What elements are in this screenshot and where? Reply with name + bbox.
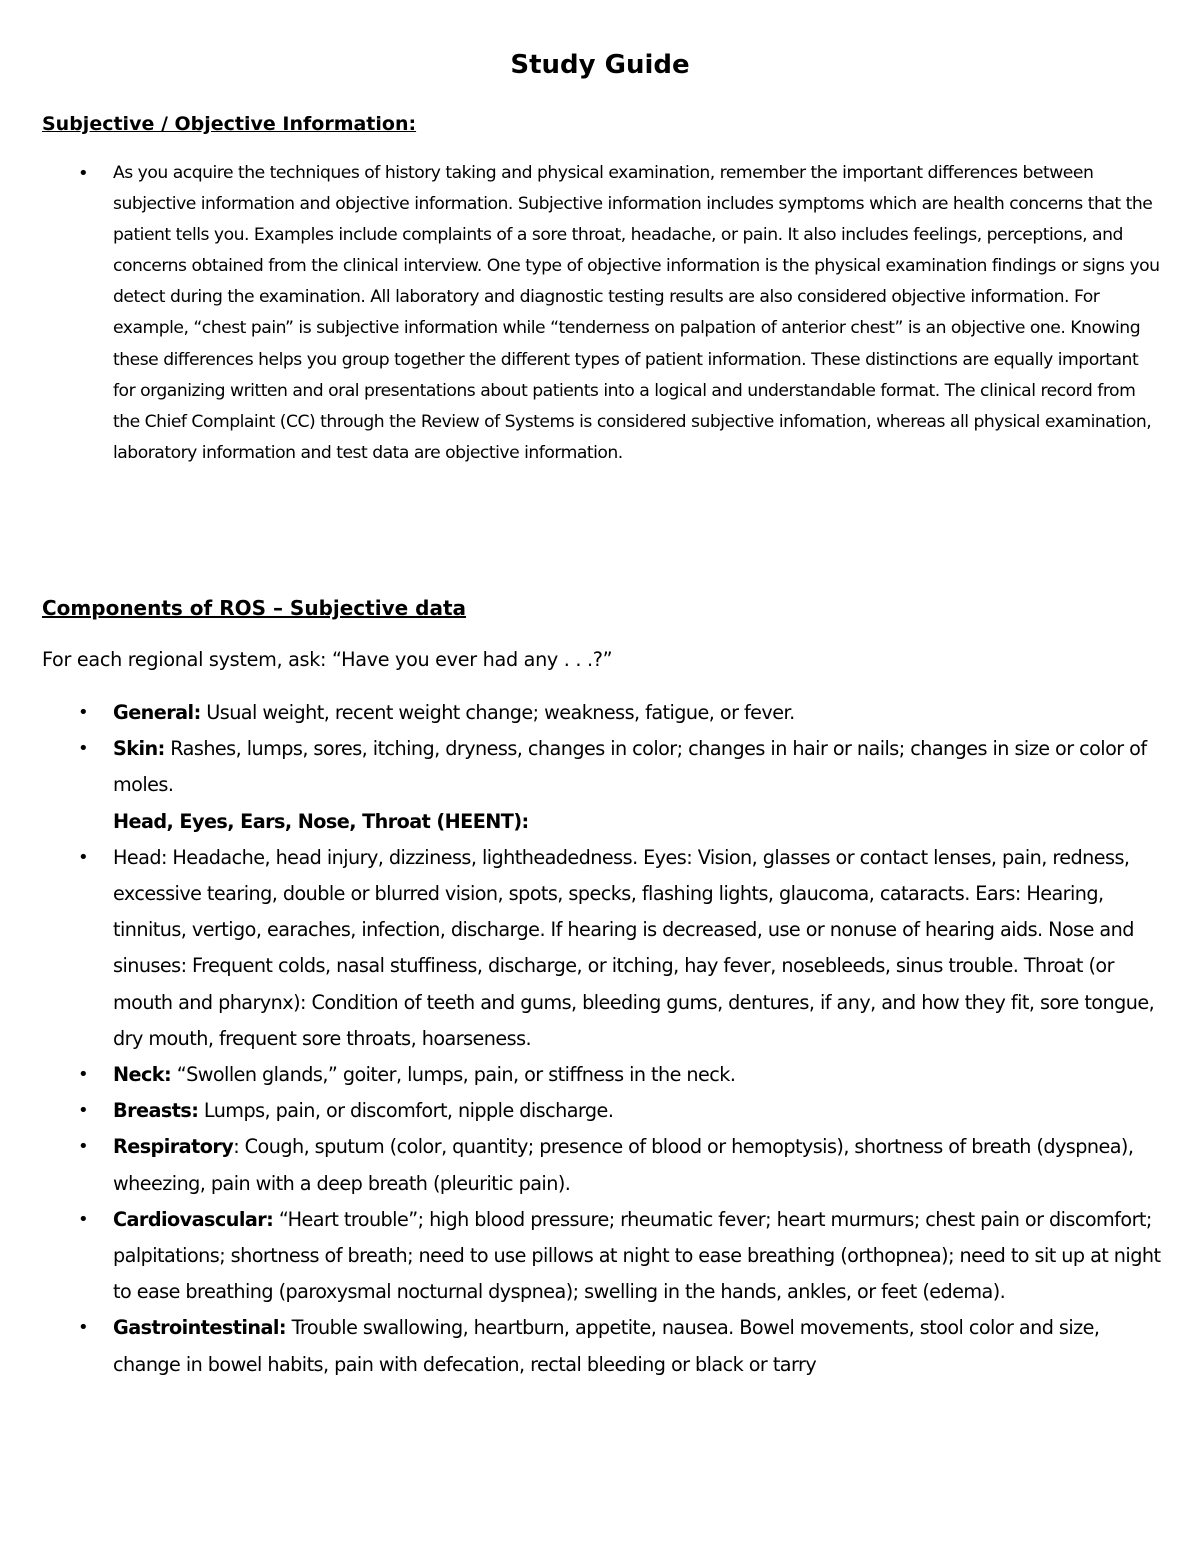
bullet-icon: • (78, 702, 89, 723)
ros-label: Respiratory (113, 1135, 234, 1159)
intro-paragraph: As you acquire the techniques of history taking and physical examination, remember the important differences between subjective information and objective information. Subjective information includes symptoms which are health concerns that the patient tells you. Examples include complaints of a sore throat, headache, or pain. It also includes feelings, perceptions, and concerns obtained from the clinical interview. One type of objective information is the physical examination findings or signs you detect during the examination. All laboratory and diagnostic testing results are also considered objective information. For example, “chest pain” is subjective information while “tenderness on palpation of anterior chest” is an objective one. Knowing these differences helps you group together the different types of patient information. These distinctions are equally important for organizing written and oral presentations about patients into a logical and understandable format. The clinical record from the Chief Complaint (CC) through the Review of Systems is considered subjective infomation, whereas all physical examination, laboratory information and test data are objective information. (113, 163, 1160, 463)
ros-text: Rashes, lumps, sores, itching, dryness, changes in color; changes in hair or nails; changes in size or color of moles. (113, 737, 1147, 797)
ros-label: General: (113, 701, 201, 724)
ros-label: Skin: (113, 737, 165, 761)
bullet-icon: • (78, 1100, 89, 1122)
ros-item-general (0, 695, 1200, 731)
bullet-icon: • (78, 1064, 89, 1086)
page-title: Study Guide (510, 50, 690, 80)
ros-item-heent-heading (0, 804, 1200, 840)
ros-prompt: For each regional system, ask: “Have you ever had any . . .?” (42, 648, 613, 671)
bullet-icon: • (78, 846, 89, 868)
bullet-icon: • (78, 1208, 89, 1230)
bullet-icon: • (78, 738, 89, 760)
bullet-icon: • (78, 163, 89, 184)
ros-text: “Heart trouble”; high blood pressure; rheumatic fever; heart murmurs; chest pain or discomfort; palpitations; shortness of breath; need to use pillows at night to ease breathing (orthopnea); need to sit up at night to ease breathing (paroxysmal nocturnal dyspnea); swelling in the hands, ankles, or feet (edema). (113, 1207, 1161, 1304)
list-item (0, 158, 1200, 469)
ros-label: Gastrointestinal: (113, 1316, 287, 1340)
ros-text: Lumps, pain, or discomfort, nipple discharge. (198, 1099, 614, 1123)
ros-item-respiratory (0, 1129, 1200, 1201)
ros-text: Trouble swallowing, heartburn, appetite, nausea. Bowel movements, stool color and size, change in bowel habits, pain with defecation, rectal bleeding or black or tarry (113, 1316, 1100, 1376)
ros-item-cardiovascular (0, 1202, 1200, 1311)
bullet-icon: • (78, 1317, 89, 1339)
ros-item-heent (0, 840, 1200, 1057)
section-heading-ros: Components of ROS – Subjective data (42, 596, 467, 620)
ros-item-breasts (0, 1093, 1200, 1129)
bullet-icon: • (78, 1136, 89, 1158)
ros-text: Head: Headache, head injury, dizziness, lightheadedness. Eyes: Vision, glasses or contact lenses, pain, redness, excessive tearing, double or blurred vision, spots, specks, flashing lights, glaucoma, cataracts. Ears: Hearing, tinnitus, vertigo, earaches, infection, discharge. If hearing is decreased, use or nonuse of hearing aids. Nose and sinuses: Frequent colds, nasal stuffiness, discharge, or itching, hay fever, nosebleeds, sinus trouble. Throat (or mouth and pharynx): Condition of teeth and gums, bleeding gums, dentures, if any, and how they fit, sore tongue, dry mouth, frequent sore throats, hoarseness. (113, 845, 1155, 1050)
ros-text: : Cough, sputum (color, quantity; presence of blood or hemoptysis), shortness of breath (dyspnea), wheezing, pain with a deep breath (pleuritic pain). (113, 1135, 1134, 1195)
ros-text: Usual weight, recent weight change; weakness, fatigue, or fever. (200, 701, 795, 724)
ros-text: “Swollen glands,” goiter, lumps, pain, or stiffness in the neck. (171, 1063, 736, 1087)
section-heading-subjective-objective: Subjective / Objective Information: (42, 113, 417, 135)
ros-label: Cardiovascular: (113, 1207, 274, 1231)
ros-item-skin (0, 731, 1200, 803)
ros-label: Neck: (113, 1063, 172, 1087)
ros-item-gastrointestinal (0, 1310, 1200, 1382)
intro-bullet-list (0, 158, 1200, 469)
ros-bullet-list (0, 695, 1200, 1383)
heent-heading: Head, Eyes, Ears, Nose, Throat (HEENT): (113, 809, 529, 833)
ros-item-neck (0, 1057, 1200, 1093)
ros-label: Breasts: (113, 1099, 199, 1123)
